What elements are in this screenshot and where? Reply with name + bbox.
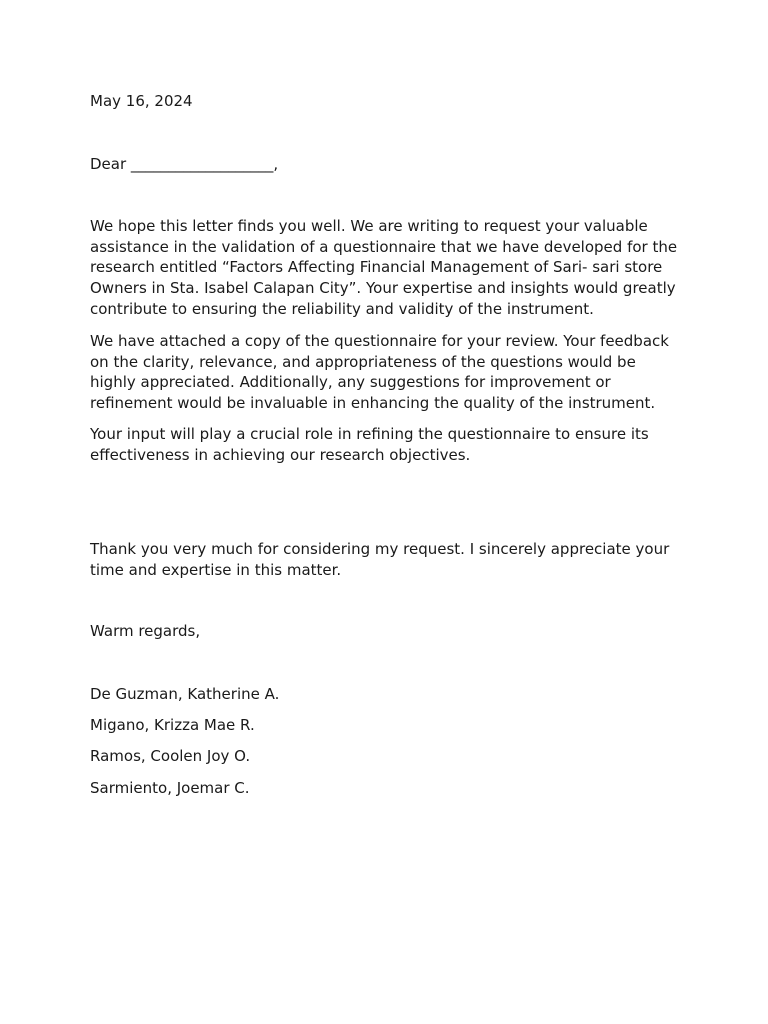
body-paragraph-3: Your input will play a crucial role in refining the questionnaire to ensure its effectiveness in achieving our research objectives.	[90, 425, 649, 464]
body-paragraph-1: We hope this letter finds you well. We are writing to request your valuable assistance in the validation of a questionnaire that we have developed for the research entitled “Factors Affecting Financial Management of Sari- sari store Owners in Sta. Isabel Calapan City”. Your expertise and insights would greatly contribute to ensuring the reliability and validity of the instrument.	[90, 217, 678, 318]
body-paragraph-4: Thank you very much for considering my request. I sincerely appreciate your time and expertise in this matter.	[90, 540, 670, 579]
closing-phrase: Warm regards,	[90, 622, 201, 640]
author-name-4: Sarmiento, Joemar C.	[90, 779, 250, 797]
author-name-3: Ramos, Coolen Joy O.	[90, 747, 251, 765]
body-paragraph-2: We have attached a copy of the questionnaire for your review. Your feedback on the clarity, relevance, and appropriateness of the questions would be highly appreciated. Additionally, any suggestions for improvement or refinement would be invaluable in enhancing the quality of the instrument.	[90, 332, 669, 413]
author-name-2: Migano, Krizza Mae R.	[90, 716, 255, 734]
author-name-1: De Guzman, Katherine A.	[90, 685, 280, 703]
letter-date: May 16, 2024	[90, 92, 193, 110]
salutation: Dear ___________________,	[90, 155, 279, 173]
